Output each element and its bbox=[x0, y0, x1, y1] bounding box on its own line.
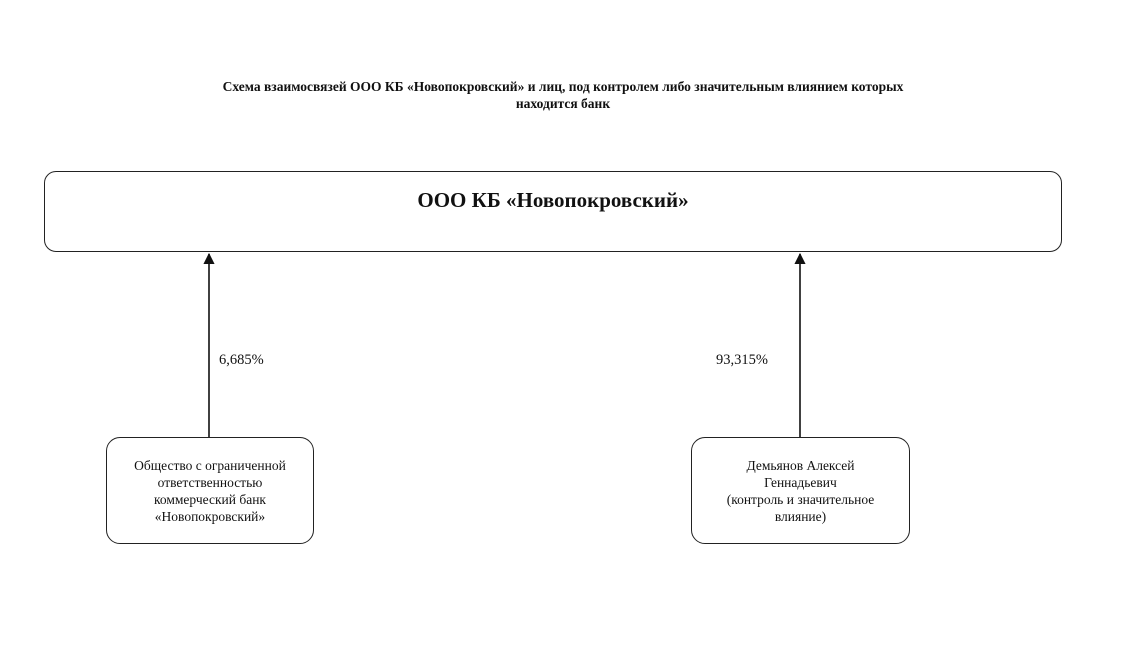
share-label-right: 93,315% bbox=[716, 352, 768, 368]
share-label-left: 6,685% bbox=[219, 352, 264, 368]
diagram-title-line-2: находится банк bbox=[515, 96, 611, 111]
owner-llc-text bbox=[134, 457, 286, 525]
bank-box bbox=[44, 171, 1062, 252]
owner-llc-line: Общество с ограниченной bbox=[134, 457, 286, 473]
owner-llc-line: коммерческий банк bbox=[153, 491, 266, 507]
owner-person-line: Геннадьевич bbox=[764, 474, 837, 490]
owner-person-line: Демьянов Алексей bbox=[746, 457, 855, 473]
owner-person-line: влияние) bbox=[774, 508, 827, 524]
owner-person-text bbox=[727, 457, 875, 525]
bank-name: ООО КБ «Новопокровский» bbox=[417, 188, 689, 212]
owner-llc-line: ответственностью bbox=[157, 474, 263, 490]
owner-person-line: (контроль и значительное bbox=[726, 491, 875, 507]
owner-llc-line: «Новопокровский» bbox=[154, 508, 266, 524]
diagram-title-line-1: Схема взаимосвязей ООО КБ «Новопокровский» и лиц, под контролем либо значительным влиянием которых bbox=[222, 79, 904, 94]
owner-box-llc bbox=[106, 437, 314, 544]
owner-box-person bbox=[691, 437, 910, 544]
